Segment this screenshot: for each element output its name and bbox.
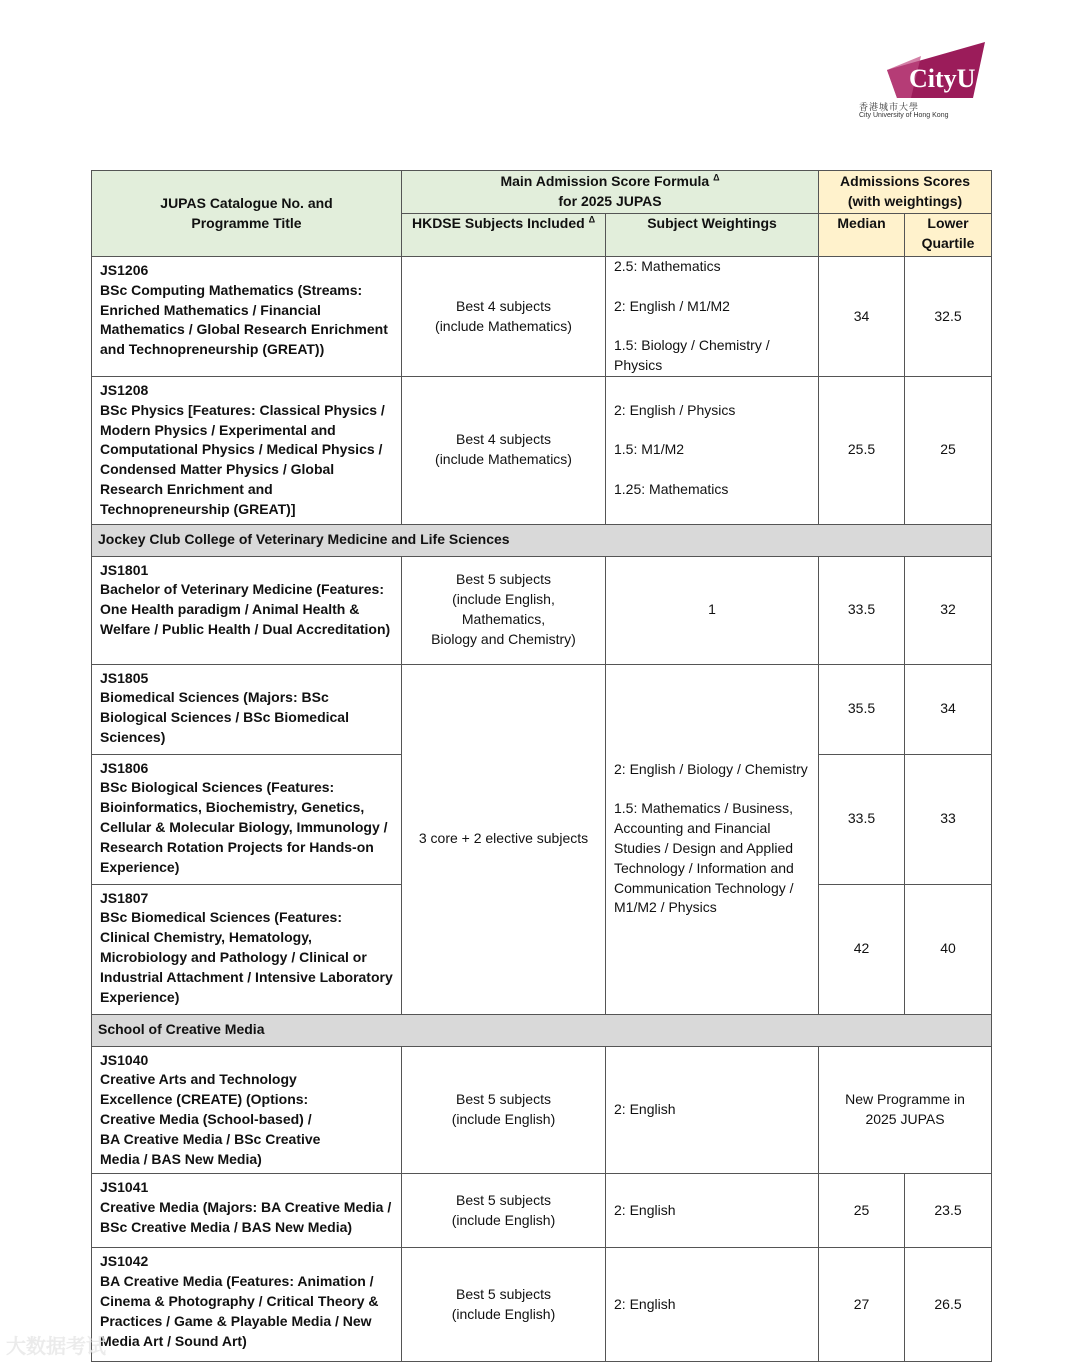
median-score: 25	[819, 1174, 905, 1248]
header-subjects-included: HKDSE Subjects Included $^\Delta$	[402, 214, 606, 257]
subject-weightings-cell: 2: English	[606, 1174, 819, 1248]
table-row	[92, 556, 992, 664]
subjects-included-cell: Best 5 subjects (include English)	[402, 1174, 606, 1248]
programme-code: JS1805	[100, 669, 149, 686]
lower-quartile-score: 32.5	[905, 257, 992, 377]
subjects-included-cell: Best 5 subjects (include English, Mathematics, Biology and Chemistry)	[402, 556, 606, 664]
table-row	[92, 1046, 992, 1174]
lower-quartile-score: 23.5	[905, 1174, 992, 1248]
programme-title: BSc Computing Mathematics (Streams: Enriched Mathematics / Financial Mathematics / Global Research Enrichment and Technopreneurship (GREAT))	[100, 281, 388, 358]
programme-code: JS1806	[100, 759, 149, 776]
table-row	[92, 1248, 992, 1362]
header-lower-quartile: Lower Quartile	[905, 214, 992, 257]
programme-code: JS1208	[100, 382, 149, 398]
section-title: Jockey Club College of Veterinary Medicine and Life Sciences	[92, 524, 992, 556]
lower-quartile-score: 40	[905, 884, 992, 1014]
new-programme-note: New Programme in 2025 JUPAS	[819, 1046, 992, 1174]
programme-cell	[92, 377, 402, 525]
programme-code: JS1807	[100, 889, 149, 906]
header-admission-scores: Admissions Scores (with weightings)	[819, 171, 992, 214]
median-score: 42	[819, 884, 905, 1014]
subject-weightings-cell: 1	[606, 556, 819, 664]
median-score: 33.5	[819, 754, 905, 884]
programme-title: BA Creative Media (Features: Animation / Cinema & Photography / Critical Theory & Practices / Game & Playable Media / New Media Art / Sound Art)	[100, 1273, 379, 1349]
table-row	[92, 377, 992, 525]
subjects-included-cell: Best 4 subjects (include Mathematics)	[402, 257, 606, 377]
subject-weightings-cell: 2: English / Biology / Chemistry 1.5: Mathematics / Business, Accounting and Financial Studies / Design and Applied Technology / Information and Communication Technology / M1/M2 / Physics	[606, 664, 819, 1014]
programme-cell	[92, 257, 402, 377]
programme-code: JS1041	[100, 1179, 149, 1196]
cityu-logo-mark	[881, 40, 991, 102]
programme-cell	[92, 1174, 402, 1248]
median-score: 35.5	[819, 664, 905, 754]
admission-scores-table	[91, 170, 992, 1362]
logo-chinese-name: 香港城市大學	[859, 102, 920, 112]
lower-quartile-score: 34	[905, 664, 992, 754]
cityu-logo	[855, 40, 995, 126]
median-score: 25.5	[819, 377, 905, 525]
table-row	[92, 664, 992, 754]
lower-quartile-score: 26.5	[905, 1248, 992, 1362]
lower-quartile-score: 32	[905, 556, 992, 664]
header-catalogue: JUPAS Catalogue No. and Programme Title	[92, 171, 402, 257]
watermark: 大数据考试	[6, 1336, 106, 1358]
header-subject-weightings: Subject Weightings	[606, 214, 819, 257]
header-median: Median	[819, 214, 905, 257]
table-row	[92, 257, 992, 377]
programme-title: BSc Biological Sciences (Features: Bioinformatics, Biochemistry, Genetics, Cellular & Molecular Biology, Immunology / Research Rotation Projects for Hands-on Experience)	[100, 779, 388, 875]
subject-weightings-cell: 2: English	[606, 1046, 819, 1174]
programme-cell	[92, 754, 402, 884]
programme-code: JS1801	[100, 561, 149, 578]
programme-cell	[92, 556, 402, 664]
programme-title: Bachelor of Veterinary Medicine (Features: One Health paradigm / Animal Health & Welfare / Public Health / Dual Accreditation)	[100, 581, 391, 637]
programme-cell	[92, 1046, 402, 1174]
section-header-row	[92, 524, 992, 556]
programme-cell	[92, 1248, 402, 1362]
logo-brand-text: CityU	[909, 64, 976, 93]
programme-title: Creative Media (Majors: BA Creative Media / BSc Creative Media / BAS New Media)	[100, 1199, 392, 1235]
programme-code: JS1040	[100, 1051, 149, 1068]
median-score: 34	[819, 257, 905, 377]
programme-title: BSc Biomedical Sciences (Features: Clinical Chemistry, Hematology, Microbiology and Pathology / Clinical or Industrial Attachment / Intensive Laboratory Experience)	[100, 909, 393, 1005]
subjects-included-cell: Best 5 subjects (include English)	[402, 1046, 606, 1174]
programme-code: JS1042	[100, 1253, 149, 1270]
subject-weightings-cell: 2: English / Physics 1.5: M1/M2 1.25: Mathematics	[606, 377, 819, 525]
programme-title: Biomedical Sciences (Majors: BSc Biological Sciences / BSc Biomedical Sciences)	[100, 689, 349, 745]
subjects-included-cell: Best 4 subjects (include Mathematics)	[402, 377, 606, 525]
lower-quartile-score: 33	[905, 754, 992, 884]
table-row	[92, 1174, 992, 1248]
subject-weightings-cell: 2: English	[606, 1248, 819, 1362]
section-header-row	[92, 1014, 992, 1046]
lower-quartile-score: 25	[905, 377, 992, 525]
subjects-included-cell: 3 core + 2 elective subjects	[402, 664, 606, 1014]
median-score: 27	[819, 1248, 905, 1362]
programme-cell	[92, 664, 402, 754]
median-score: 33.5	[819, 556, 905, 664]
programme-cell	[92, 884, 402, 1014]
subject-weightings-cell: 2.5: Mathematics 2: English / M1/M2 1.5: Biology / Chemistry / Physics	[606, 257, 819, 377]
programme-code: JS1206	[100, 262, 149, 278]
subjects-included-cell: Best 5 subjects (include English)	[402, 1248, 606, 1362]
section-title: School of Creative Media	[92, 1014, 992, 1046]
programme-title: Creative Arts and Technology Excellence (CREATE) (Options: Creative Media (School-based) / BA Creative Media / BSc Creative Media / BAS New Media)	[100, 1071, 321, 1167]
logo-english-name: City University of Hong Kong	[859, 112, 949, 119]
programme-title: BSc Physics [Features: Classical Physics / Modern Physics / Experimental and Computational Physics / Medical Physics / Condensed Matter Physics / Global Research Enrichment and Technopreneurship (GREAT)]	[100, 401, 385, 517]
header-formula: Main Admission Score Formula $^\Delta$ for 2025 JUPAS	[402, 171, 819, 214]
